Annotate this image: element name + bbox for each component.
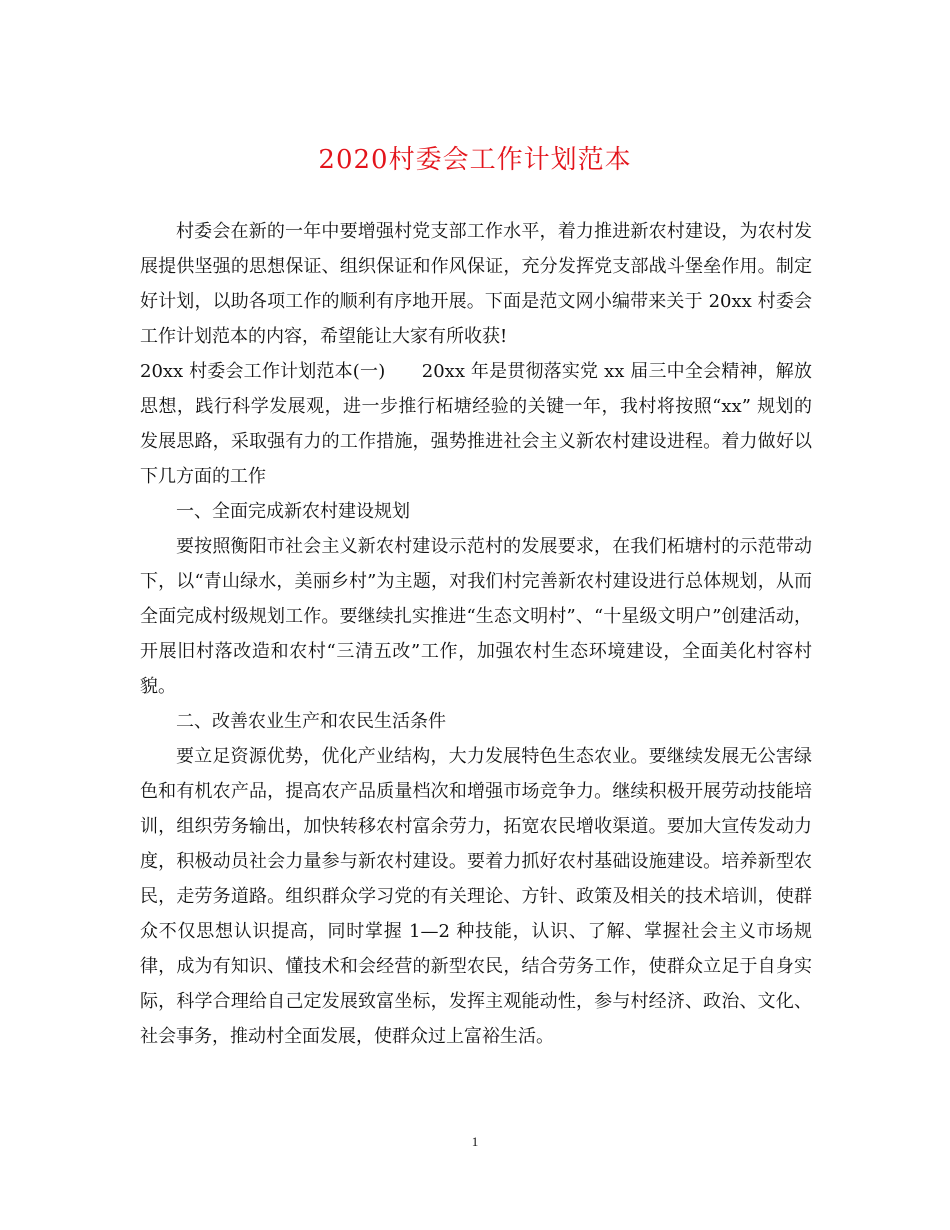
document-title: 2020村委会工作计划范本 (318, 145, 632, 175)
document-body (140, 214, 812, 1054)
page-number: 1 (471, 1134, 479, 1149)
section-1-paragraph: 要按照衡阳市社会主义新农村建设示范村的发展要求，在我们柘塘村的示范带动下，以“青山绿水，美丽乡村”为主题，对我们村完善新农村建设进行总体规划，从而全面完成村级规划工作。要继续扎实推进“生态文明村”、“十星级文明户”创建活动，开展旧村落改造和农村“三清五改”工作，加强农村生态环境建设，全面美化村容村貌。 (140, 536, 812, 697)
section-heading-2: 二、改善农业生产和农民生活条件 (176, 711, 446, 732)
plan-intro-paragraph: 20xx 村委会工作计划范本(一) 20xx 年是贯彻落实党 xx 届三中全会精神，解放思想，践行科学发展观，进一步推行柘塘经验的关键一年，我村将按照“xx” 规划的发展思路，采取强有力的工作措施，强势推进社会主义新农村建设进程。着力做好以下几方面的工作 (140, 361, 812, 487)
intro-paragraph: 村委会在新的一年中要增强村党支部工作水平，着力推进新农村建设，为农村发展提供坚强的思想保证、组织保证和作风保证，充分发挥党支部战斗堡垒作用。制定好计划，以助各项工作的顺利有序地开展。下面是范文网小编带来关于 20xx 村委会工作计划范本的内容，希望能让大家有所收获! (140, 221, 812, 347)
section-2-paragraph: 要立足资源优势，优化产业结构，大力发展特色生态农业。要继续发展无公害绿色和有机农产品，提高农产品质量档次和增强市场竞争力。继续积极开展劳动技能培训，组织劳务输出，加快转移农村富余劳力，拓宽农民增收渠道。要加大宣传发动力度，积极动员社会力量参与新农村建设。要着力抓好农村基础设施建设。培养新型农民，走劳务道路。组织群众学习党的有关理论、方针、政策及相关的技术培训，使群众不仅思想认识提高，同时掌握 1—2 种技能，认识、了解、掌握社会主义市场规律，成为有知识、懂技术和会经营的新型农民，结合劳务工作，使群众立足于自身实际，科学合理给自己定发展致富坐标，发挥主观能动性，参与村经济、政治、文化、社会事务，推动村全面发展，使群众过上富裕生活。 (140, 746, 812, 1047)
section-heading-1: 一、全面完成新农村建设规划 (176, 501, 410, 522)
